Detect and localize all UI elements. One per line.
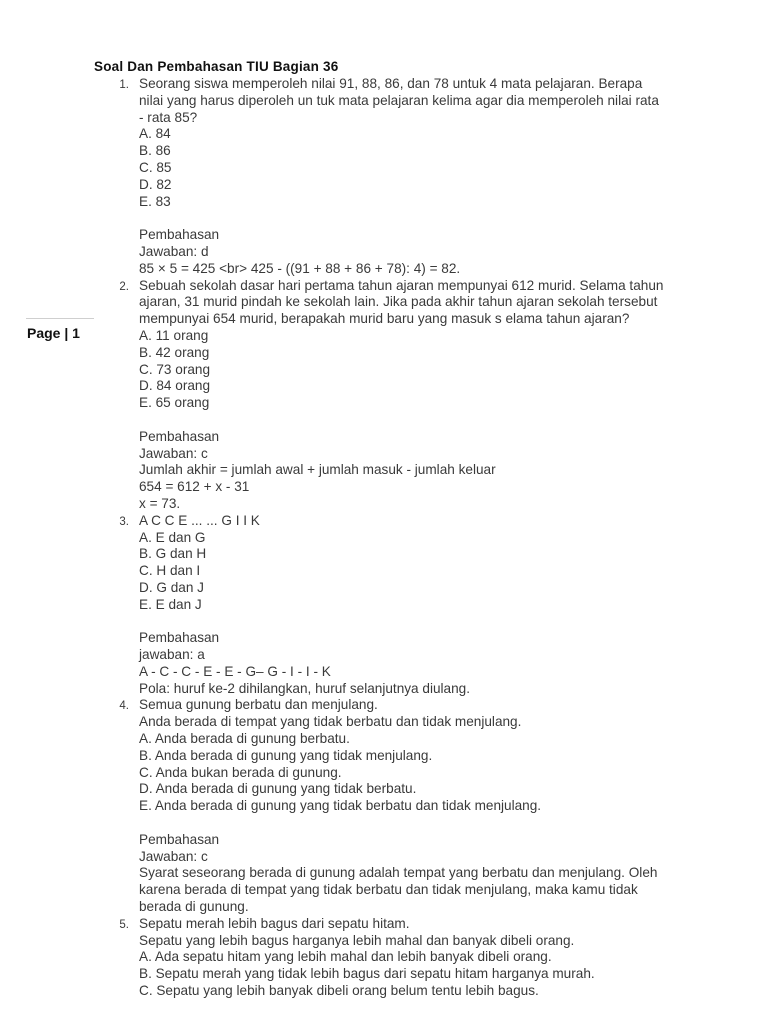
document-title: Soal Dan Pembahasan TIU Bagian 36: [94, 59, 339, 74]
question-line: 85 × 5 = 425 <br> 425 - ((91 + 88 + 86 + 78): 4) = 82.: [139, 260, 461, 276]
question-line: Seorang siswa memperoleh nilai 91, 88, 86, dan 78 untuk 4 mata pelajaran. Berapa: [139, 76, 643, 91]
question-line: E. E dan J: [139, 596, 202, 612]
question-line: jawaban: a: [139, 647, 205, 663]
question-line: A. Anda berada di gunung berbatu.: [139, 731, 350, 747]
question-line: E. Anda berada di gunung yang tidak berbatu dan tidak menjulang.: [139, 798, 542, 814]
question-line: [139, 210, 739, 227]
question-line: D. 82: [139, 176, 172, 192]
question-line: Pembahasan: [139, 630, 220, 646]
question-number: 2.: [119, 280, 129, 293]
question-item: [119, 512, 739, 698]
question-line: C. 85: [139, 159, 172, 175]
question-line: Jumlah akhir = jumlah awal + jumlah masuk - jumlah keluar: [139, 462, 496, 478]
page-margin-rule: [26, 318, 94, 319]
question-line: Pembahasan: [139, 831, 220, 847]
question-line: [139, 815, 739, 832]
question-line: berada di gunung.: [139, 899, 249, 915]
question-line: B. G dan H: [139, 546, 207, 562]
question-line: - rata 85?: [139, 109, 198, 125]
question-line: karena berada di tempat yang tidak berbatu dan tidak menjulang, maka kamu tidak: [139, 882, 638, 898]
question-line: x = 73.: [139, 495, 181, 511]
question-line: Semua gunung berbatu dan menjulang.: [139, 697, 378, 713]
question-line: B. Anda berada di gunung yang tidak menjulang.: [139, 747, 433, 763]
question-line: ajaran, 31 murid pindah ke sekolah lain. Jika pada akhir tahun ajaran sekolah tersebut: [139, 294, 658, 310]
question-line: B. Sepatu merah yang tidak lebih bagus dari sepatu hitam harganya murah.: [139, 966, 595, 982]
question-number: 1.: [119, 79, 129, 91]
question-line: nilai yang harus diperoleh un tuk mata pelajaran kelima agar dia memperoleh nilai rata: [139, 92, 659, 108]
question-line: C. H dan I: [139, 563, 201, 579]
question-line: B. 42 orang: [139, 344, 210, 360]
question-number: 5.: [119, 918, 129, 931]
question-line: A C C E ... ... G I I K: [139, 512, 260, 528]
question-line: B. 86: [139, 143, 171, 159]
question-line: A - C - C - E - E - G– G - I - I - K: [139, 663, 331, 679]
question-line: Sepatu yang lebih bagus harganya lebih mahal dan banyak dibeli orang.: [139, 932, 575, 948]
question-item: [119, 915, 739, 1000]
question-item: [119, 277, 739, 513]
question-line: Jawaban: d: [139, 243, 209, 259]
question-line: A. 11 orang: [139, 327, 209, 343]
question-item: [119, 697, 739, 915]
question-line: C. Sepatu yang lebih banyak dibeli orang belum tentu lebih bagus.: [139, 983, 539, 999]
question-line: Pembahasan: [139, 428, 220, 444]
question-line: D. 84 orang: [139, 378, 211, 394]
question-line: Anda berada di tempat yang tidak berbatu dan tidak menjulang.: [139, 714, 522, 730]
question-line: [139, 614, 739, 631]
question-line: A. 84: [139, 126, 171, 142]
question-line: Sebuah sekolah dasar hari pertama tahun ajaran mempunyai 612 murid. Selama tahun: [139, 277, 664, 293]
question-line: Pembahasan: [139, 227, 220, 243]
question-line: E. 83: [139, 193, 171, 209]
question-line: mempunyai 654 murid, berapakah murid baru yang masuk s elama tahun ajaran?: [139, 311, 630, 327]
question-line: Pola: huruf ke-2 dihilangkan, huruf selanjutnya diulang.: [139, 680, 471, 696]
question-line: 654 = 612 + x - 31: [139, 479, 250, 495]
question-line: C. Anda bukan berada di gunung.: [139, 764, 342, 780]
question-line: A. Ada sepatu hitam yang lebih mahal dan lebih banyak dibeli orang.: [139, 949, 552, 965]
question-line: [139, 412, 739, 429]
question-number: 4.: [119, 700, 129, 713]
page-number-label: Page | 1: [27, 325, 80, 341]
question-line: A. E dan G: [139, 529, 206, 545]
question-item: [119, 76, 739, 278]
question-line: Syarat seseorang berada di gunung adalah tempat yang berbatu dan menjulang. Oleh: [139, 865, 658, 881]
question-line: D. Anda berada di gunung yang tidak berbatu.: [139, 781, 417, 797]
question-line: D. G dan J: [139, 579, 204, 595]
question-line: C. 73 orang: [139, 361, 211, 377]
question-line: E. 65 orang: [139, 395, 210, 411]
question-line: Sepatu merah lebih bagus dari sepatu hitam.: [139, 915, 410, 931]
question-line: Jawaban: c: [139, 848, 208, 864]
question-line: Jawaban: c: [139, 445, 208, 461]
question-list: [119, 76, 739, 1000]
question-number: 3.: [119, 515, 129, 528]
